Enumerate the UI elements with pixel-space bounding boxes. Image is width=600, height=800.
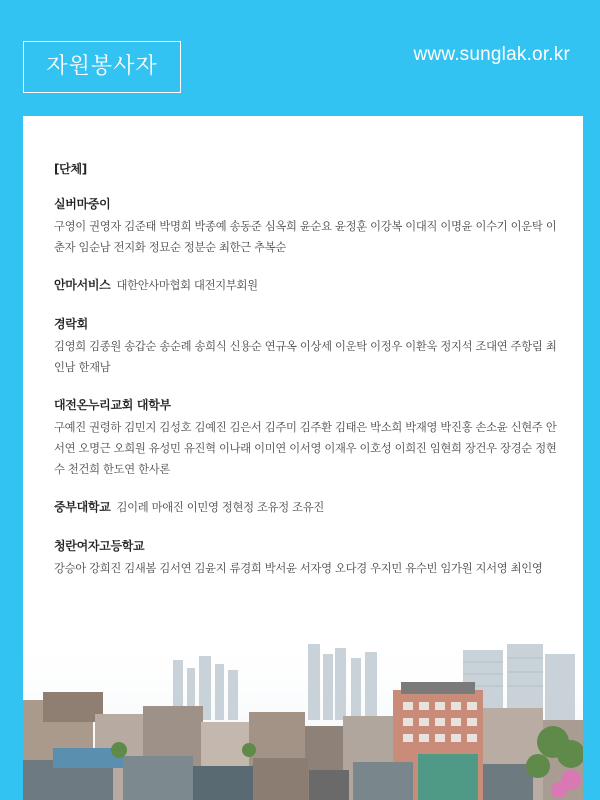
group-name: 대전온누리교회 대학부 <box>54 398 171 412</box>
group-onnuri <box>54 396 564 480</box>
group-silver <box>54 195 564 258</box>
group-members: 김영희 김종원 송갑순 송순례 송희식 신용순 연규옥 이상세 이운탁 이정우 이환욱 정지석 조대연 주항림 최인남 한재남 <box>54 340 557 374</box>
group-members: 김이레 마애진 이민영 정현정 조유정 조유진 <box>116 501 324 514</box>
group-name: 청란여자고등학교 <box>54 539 145 553</box>
section-label: [단체] <box>54 162 87 176</box>
volunteer-list <box>54 160 564 597</box>
cityscape-image <box>23 630 583 800</box>
group-name: 중부대학교 <box>54 500 111 514</box>
group-name: 경락회 <box>54 317 88 331</box>
group-cheongnan <box>54 537 564 579</box>
group-members: 대한안사마협회 대전지부회원 <box>116 279 258 292</box>
page-title: 자원봉사자 <box>23 41 181 93</box>
site-url[interactable]: www.sunglak.or.kr <box>413 44 570 65</box>
content-panel <box>23 116 583 800</box>
group-members: 강승아 강희진 김새봄 김서연 김윤지 류경희 박서윤 서자영 오다경 우지민 유수빈 임가원 지서영 최인영 <box>54 562 543 575</box>
group-gyeongrak <box>54 315 564 378</box>
group-members: 구예진 권령하 김민지 김성호 김예진 김은서 김주미 김주환 김태은 박소희 박재영 박진홍 손소윤 신현주 안서연 오명근 오희원 유성민 유진혁 이나래 이미연 이서영 이재우 이호성 이희진 임현희 장건우 장경순 정현수 천건희 한도연 한사론 <box>54 421 557 476</box>
group-members: 구영이 권영자 김준태 박명희 박종예 송동준 심옥희 윤순요 윤정훈 이강복 이대직 이명윤 이수기 이운탁 이춘자 임순남 전지화 정묘순 정분순 최한근 추복순 <box>54 220 557 254</box>
group-joongbu <box>54 498 564 517</box>
group-massage <box>54 276 564 295</box>
group-name: 안마서비스 <box>54 278 111 292</box>
group-name: 실버마중이 <box>54 197 111 211</box>
